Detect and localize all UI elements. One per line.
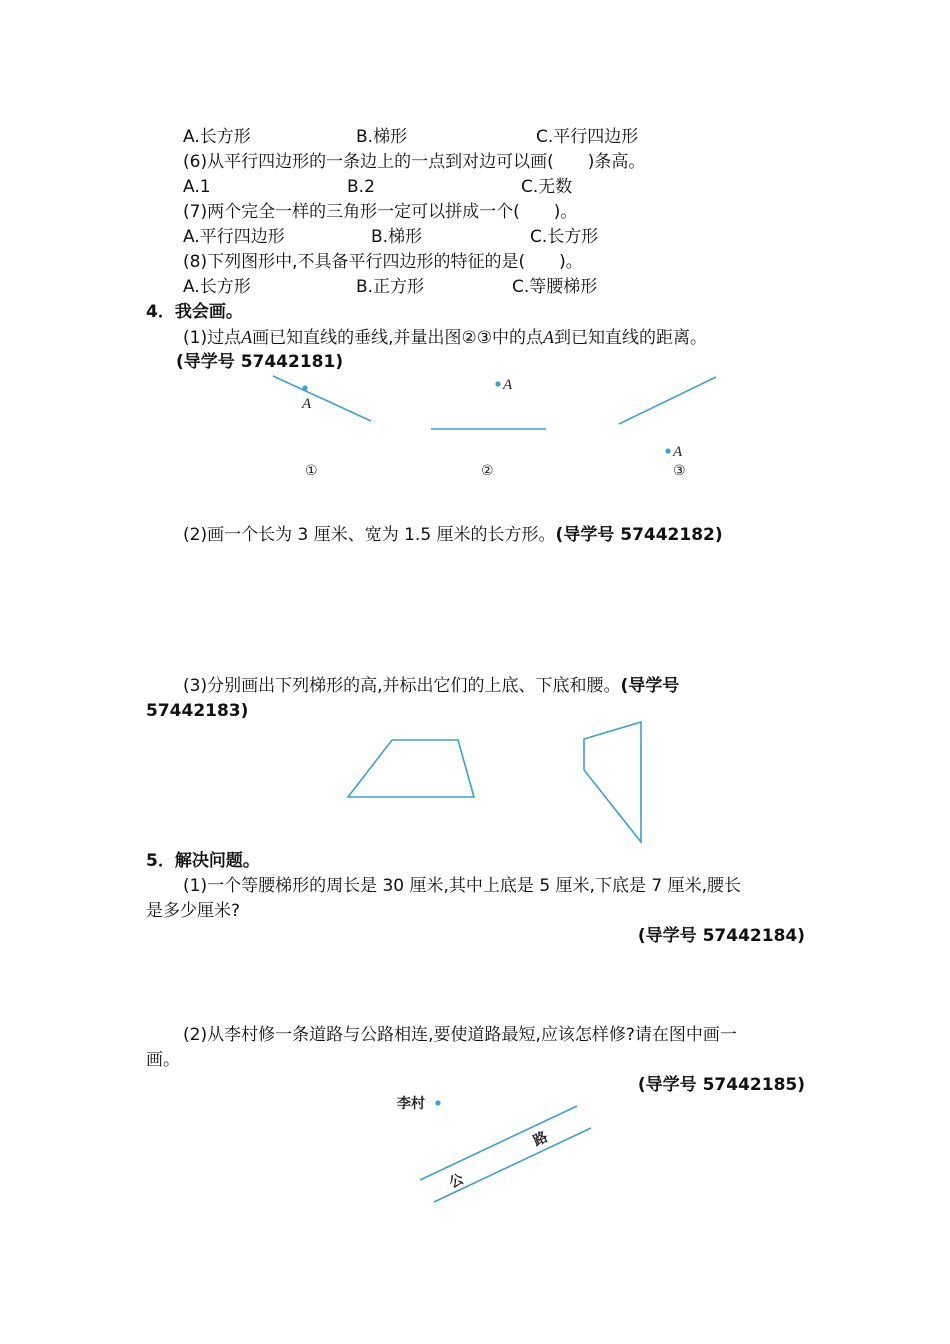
q7-text: (7)两个完全一样的三角形一定可以拼成一个( )。 <box>183 202 578 222</box>
q4-part1-guide: (导学号 57442181) <box>176 352 344 372</box>
q6-text: (6)从平行四边形的一条边上的一点到对边可以画( )条高。 <box>183 152 646 172</box>
fig1-label: ① <box>305 463 318 479</box>
q5-part1-guide: (导学号 57442184) <box>637 926 805 946</box>
q5-part2-line1: (2)从李村修一条道路与公路相连,要使道路最短,应该怎样修?请在图中画一 <box>183 1025 737 1045</box>
q8-text: (8)下列图形中,不具备平行四边形的特征的是( )。 <box>183 252 583 272</box>
q6-option-b: B.2 <box>347 177 375 197</box>
road-label-lu: 路 <box>530 1129 551 1150</box>
q5-heading: 5．解决问题。 <box>146 851 260 871</box>
q4-heading: 4．我会画。 <box>146 302 243 322</box>
fig3-label: ③ <box>673 463 686 479</box>
q5-part2-guide: (导学号 57442185) <box>637 1075 805 1095</box>
q5-part2-line2: 画。 <box>146 1050 180 1070</box>
village-point <box>435 1100 440 1105</box>
q7-option-c: C.长方形 <box>530 227 599 247</box>
q4-part3-text: (3)分别画出下列梯形的高,并标出它们的上底、下底和腰。(导学号 <box>183 676 680 696</box>
fig1-point-label: A <box>302 396 312 412</box>
fig3-point-label: A <box>673 444 683 460</box>
q4-part2-text: (2)画一个长为 3 厘米、宽为 1.5 厘米的长方形。(导学号 57442182) <box>183 525 723 545</box>
q5-option-c: C.平行四边形 <box>536 127 639 147</box>
q8-option-a: A.长方形 <box>183 277 251 297</box>
fig2-label: ② <box>481 463 494 479</box>
q6-option-a: A.1 <box>183 177 211 197</box>
road-edge-top <box>420 1106 577 1180</box>
q5-part1-line1: (1)一个等腰梯形的周长是 30 厘米,其中上底是 5 厘米,下底是 7 厘米,腰长 <box>183 876 741 896</box>
village-label: 李村 <box>397 1096 425 1112</box>
q8-option-c: C.等腰梯形 <box>512 277 598 297</box>
q4-part3-guide: 57442183) <box>146 701 249 721</box>
fig2-point-label: A <box>503 377 513 393</box>
q7-option-b: B.梯形 <box>371 227 423 247</box>
q5-option-b: B.梯形 <box>356 127 408 147</box>
q6-option-c: C.无数 <box>521 177 573 197</box>
q5-part1-line2: 是多少厘米? <box>146 901 241 921</box>
road-label-gong: 公 <box>446 1171 467 1192</box>
q5-option-a: A.长方形 <box>183 127 251 147</box>
q7-option-a: A.平行四边形 <box>183 227 285 247</box>
q8-option-b: B.正方形 <box>356 277 425 297</box>
road-edge-bottom <box>434 1128 591 1202</box>
q4-part1-text: (1)过点A画已知直线的垂线,并量出图②③中的点A到已知直线的距离。 <box>183 327 707 348</box>
